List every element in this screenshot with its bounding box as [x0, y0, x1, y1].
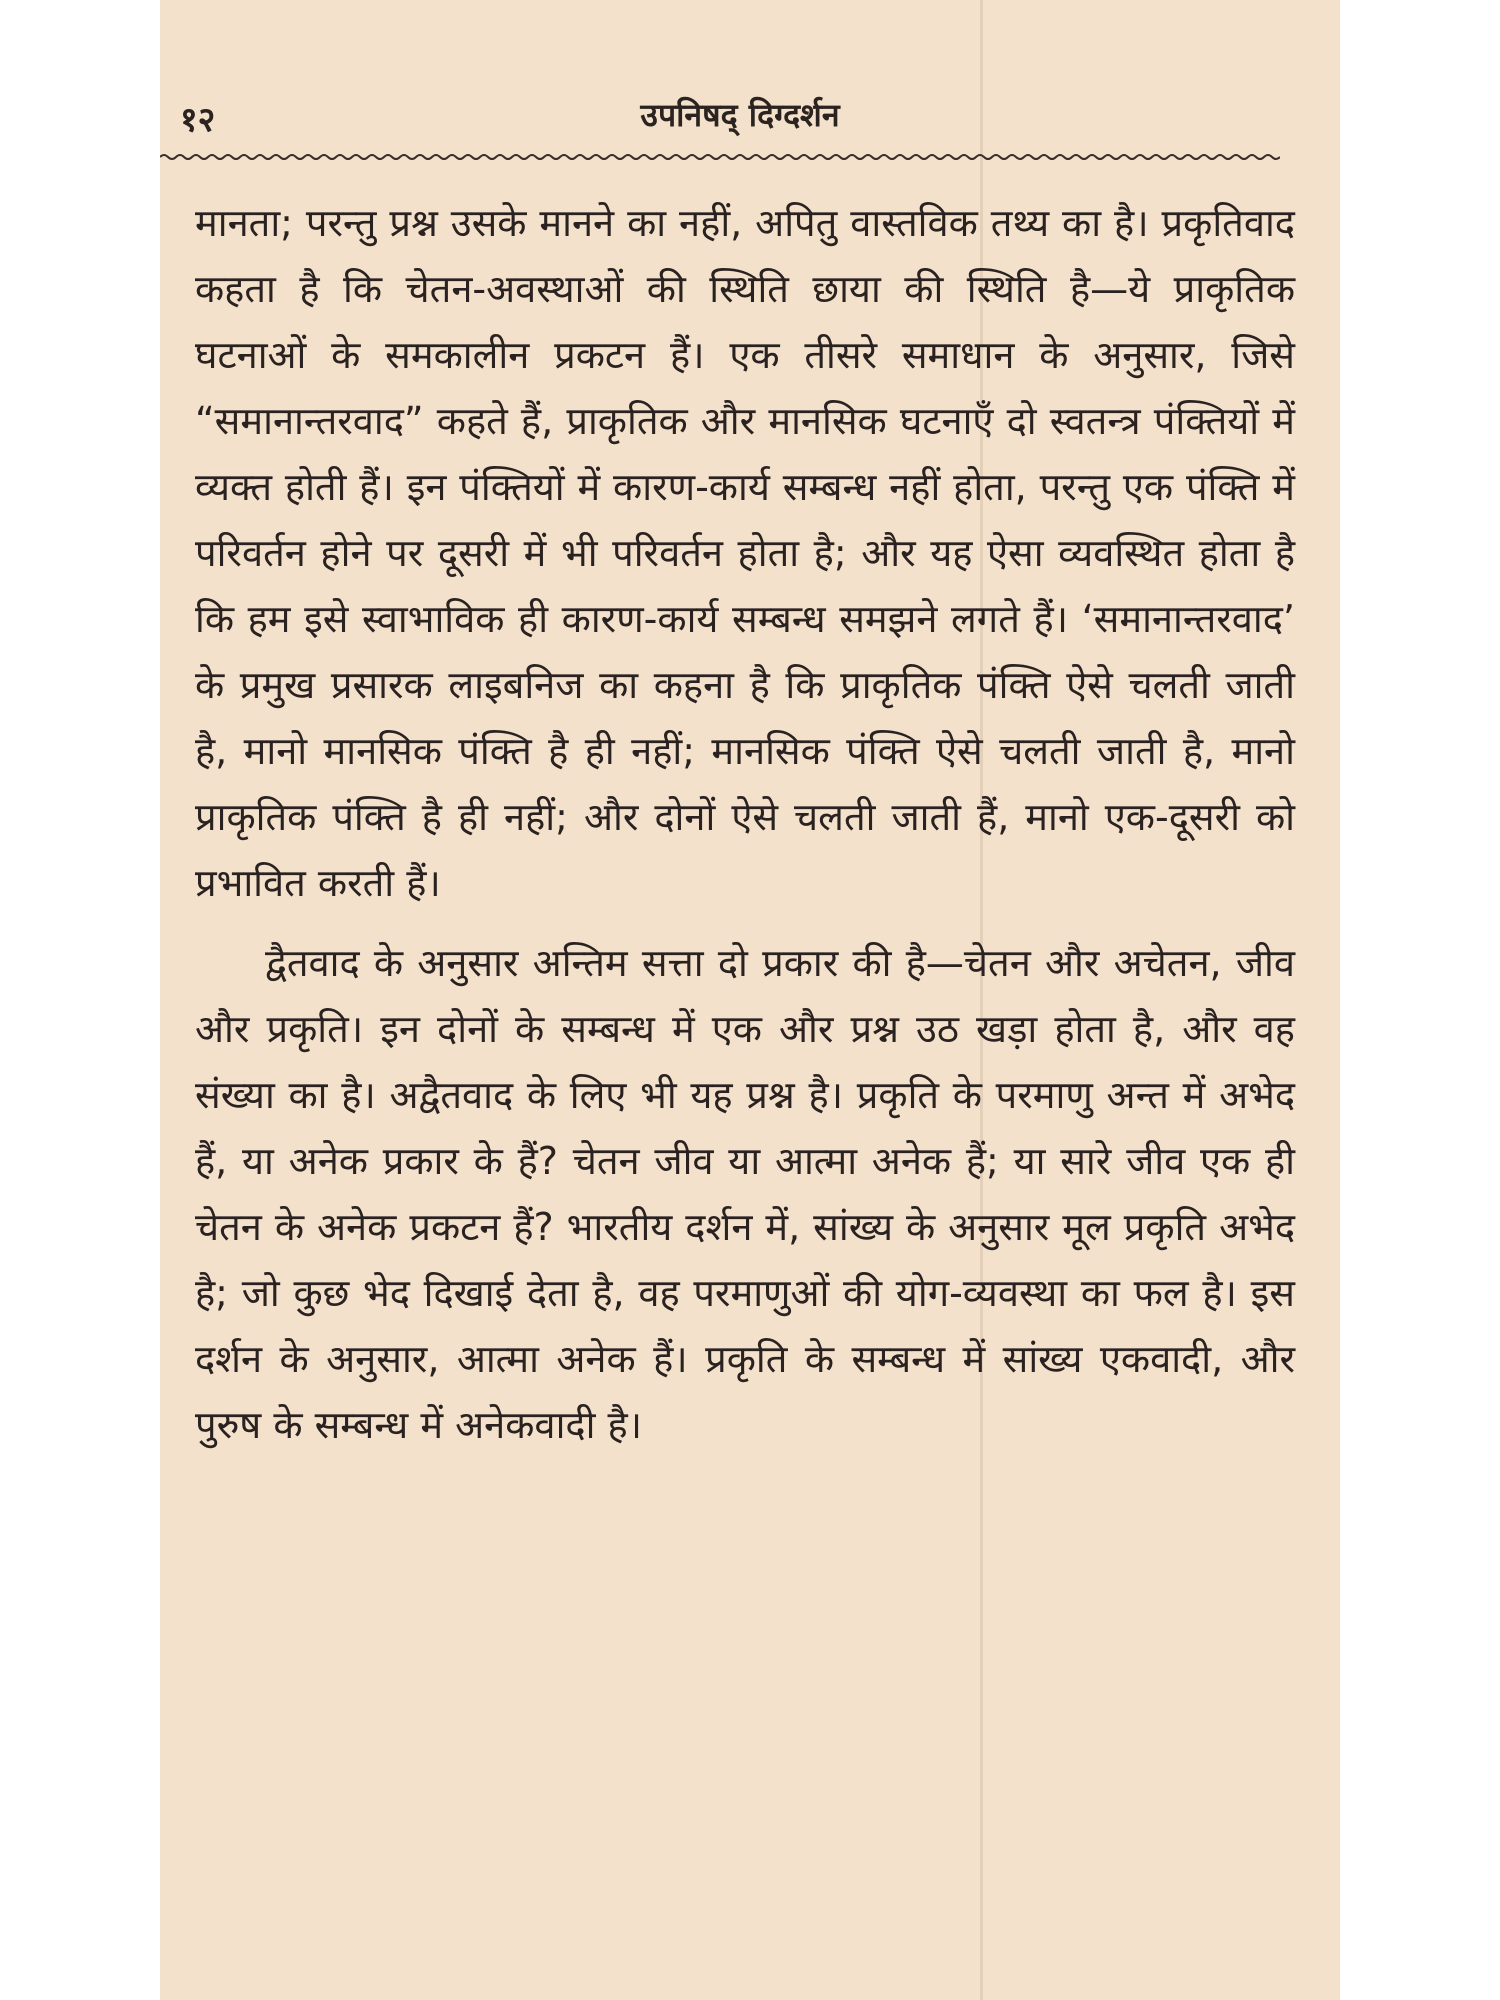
paragraph-1: मानता; परन्तु प्रश्न उसके मानने का नहीं, अपितु वास्तविक तथ्य का है। प्रकृतिवाद कहता है कि चेतन-अवस्थाओं की स्थिति छाया की स्थिति है—ये प्राकृतिक घटनाओं के समकालीन प्रकटन हैं। एक तीसरे समाधान के अनुसार, जिसे “समानान्तरवाद” कहते हैं, प्राकृतिक और मानसिक घटनाएँ दो स्वतन्त्र पंक्तियों में व्यक्त होती हैं। इन पंक्तियों में कारण-कार्य सम्बन्ध नहीं होता, परन्तु एक पंक्ति में परिवर्तन होने पर दूसरी में भी परिवर्तन होता है; और यह ऐसा व्यवस्थित होता है कि हम इसे स्वाभाविक ही कारण-कार्य सम्बन्ध समझने लगते हैं। ‘समानान्तरवाद’ के प्रमुख प्रसारक लाइबनिज का कहना है कि प्राकृतिक पंक्ति ऐसे चलती जाती है, मानो मानसिक पंक्ति है ही नहीं; मानसिक पंक्ति ऐसे चलती जाती है, मानो प्राकृतिक पंक्ति है ही नहीं; और दोनों ऐसे चलती जाती हैं, मानो एक-दूसरी को प्रभावित करती हैं। [195, 201, 1295, 905]
body-text [195, 190, 1295, 1458]
running-head [180, 85, 1300, 145]
paragraph-2: द्वैतवाद के अनुसार अन्तिम सत्ता दो प्रकार की है—चेतन और अचेतन, जीव और प्रकृति। इन दोनों के सम्बन्ध में एक और प्रश्न उठ खड़ा होता है, और वह संख्या का है। अद्वैतवाद के लिए भी यह प्रश्न है। प्रकृति के परमाणु अन्त में अभेद हैं, या अनेक प्रकार के हैं? चेतन जीव या आत्मा अनेक हैं; या सारे जीव एक ही चेतन के अनेक प्रकटन हैं? भारतीय दर्शन में, सांख्य के अनुसार मूल प्रकृति अभेद है; जो कुछ भेद दिखाई देता है, वह परमाणुओं की योग-व्यवस्था का फल है। इस दर्शन के अनुसार, आत्मा अनेक हैं। प्रकृति के सम्बन्ध में सांख्य एकवादी, और पुरुष के सम्बन्ध में अनेकवादी है। [195, 941, 1295, 1447]
running-title: उपनिषद् दिग्दर्शन [640, 96, 840, 134]
wavy-header-rule [160, 150, 1280, 164]
book-page [160, 0, 1340, 2000]
page-number: १२ [180, 100, 216, 140]
